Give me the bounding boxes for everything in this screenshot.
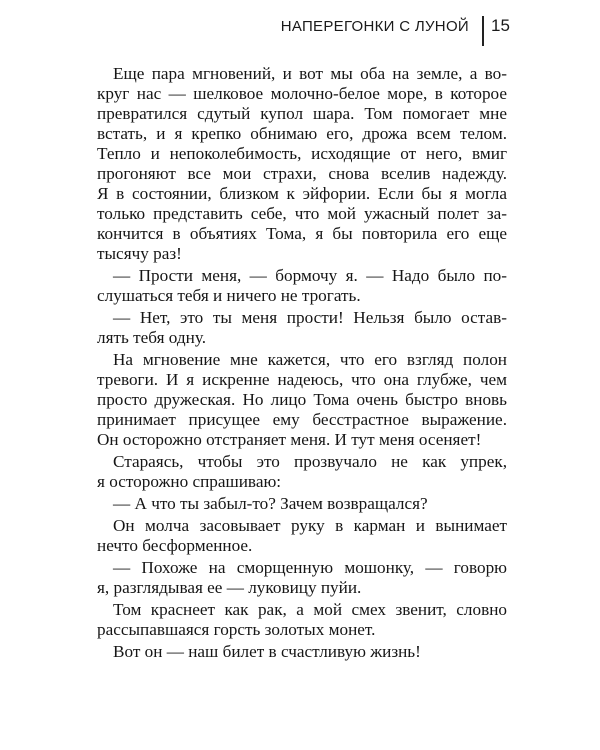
text-line: прогоняют все мои страхи, снова вселив надежду.: [97, 164, 507, 183]
paragraph: [97, 494, 507, 514]
body-text: [97, 64, 507, 664]
paragraph: [97, 558, 507, 598]
paragraph: [97, 308, 507, 348]
text-line: Вот он — наш билет в счастливую жизнь!: [113, 642, 421, 661]
text-line: я осторожно спрашиваю:: [97, 472, 282, 491]
text-line: принимает присущее ему бесстрастное выражение.: [97, 410, 507, 429]
text-line: лять тебя одну.: [97, 328, 206, 347]
text-line: Том краснеет как рак, а мой смех звенит, словно: [113, 600, 507, 619]
text-line: Я в состоянии, близком к эйфории. Если бы я могла: [97, 184, 507, 203]
text-line: просто дружеская. Но лицо Тома очень быстро вновь: [97, 390, 507, 409]
text-line: кончится в объятиях Тома, я бы повторила его еще: [97, 224, 507, 243]
text-line: — А что ты забыл-то? Зачем возвращался?: [113, 494, 428, 513]
text-line: — Нет, это ты меня прости! Нельзя было остав-: [113, 308, 507, 327]
text-line: тревоги. И я искренне надеюсь, что она глубже, чем: [97, 370, 507, 389]
paragraph: [97, 452, 507, 492]
page-number: 15: [491, 16, 510, 35]
text-line: — Похоже на сморщенную мошонку, — говорю: [113, 558, 507, 577]
text-line: я, разглядывая ее — луковицу пуйи.: [97, 578, 362, 597]
text-line: — Прости меня, — бормочу я. — Надо было по-: [113, 266, 507, 285]
paragraph: [97, 600, 507, 640]
text-line: рассыпавшаяся горсть золотых монет.: [97, 620, 376, 639]
text-line: круг нас — шелковое молочно-белое море, в которое: [97, 84, 507, 103]
text-line: Тепло и непоколебимость, исходящие от него, вмиг: [97, 144, 507, 163]
text-line: Стараясь, чтобы это прозвучало не как упрек,: [113, 452, 507, 471]
text-line: Еще пара мгновений, и вот мы оба на земле, а во-: [113, 64, 507, 83]
running-head: [0, 16, 600, 50]
text-line: Он осторожно отстраняет меня. И тут меня осеняет!: [97, 430, 482, 449]
text-line: слушаться тебя и ничего не трогать.: [97, 286, 361, 305]
paragraph: [97, 350, 507, 450]
paragraph: [97, 516, 507, 556]
header-divider: [482, 16, 484, 46]
paragraph: [97, 64, 507, 264]
paragraph: [97, 642, 507, 662]
running-title: НАПЕРЕГОНКИ С ЛУНОЙ: [280, 18, 469, 35]
paragraph: [97, 266, 507, 306]
text-line: На мгновение мне кажется, что его взгляд полон: [113, 350, 507, 369]
text-line: превратился сдутый купол шара. Том помогает мне: [97, 104, 507, 123]
text-line: встать, и я крепко обнимаю его, дрожа всем телом.: [97, 124, 507, 143]
text-line: тысячу раз!: [97, 244, 182, 263]
text-line: только представить себе, что мой ужасный полет за-: [97, 204, 507, 223]
text-line: нечто бесформенное.: [97, 536, 253, 555]
text-line: Он молча засовывает руку в карман и вынимает: [113, 516, 507, 535]
